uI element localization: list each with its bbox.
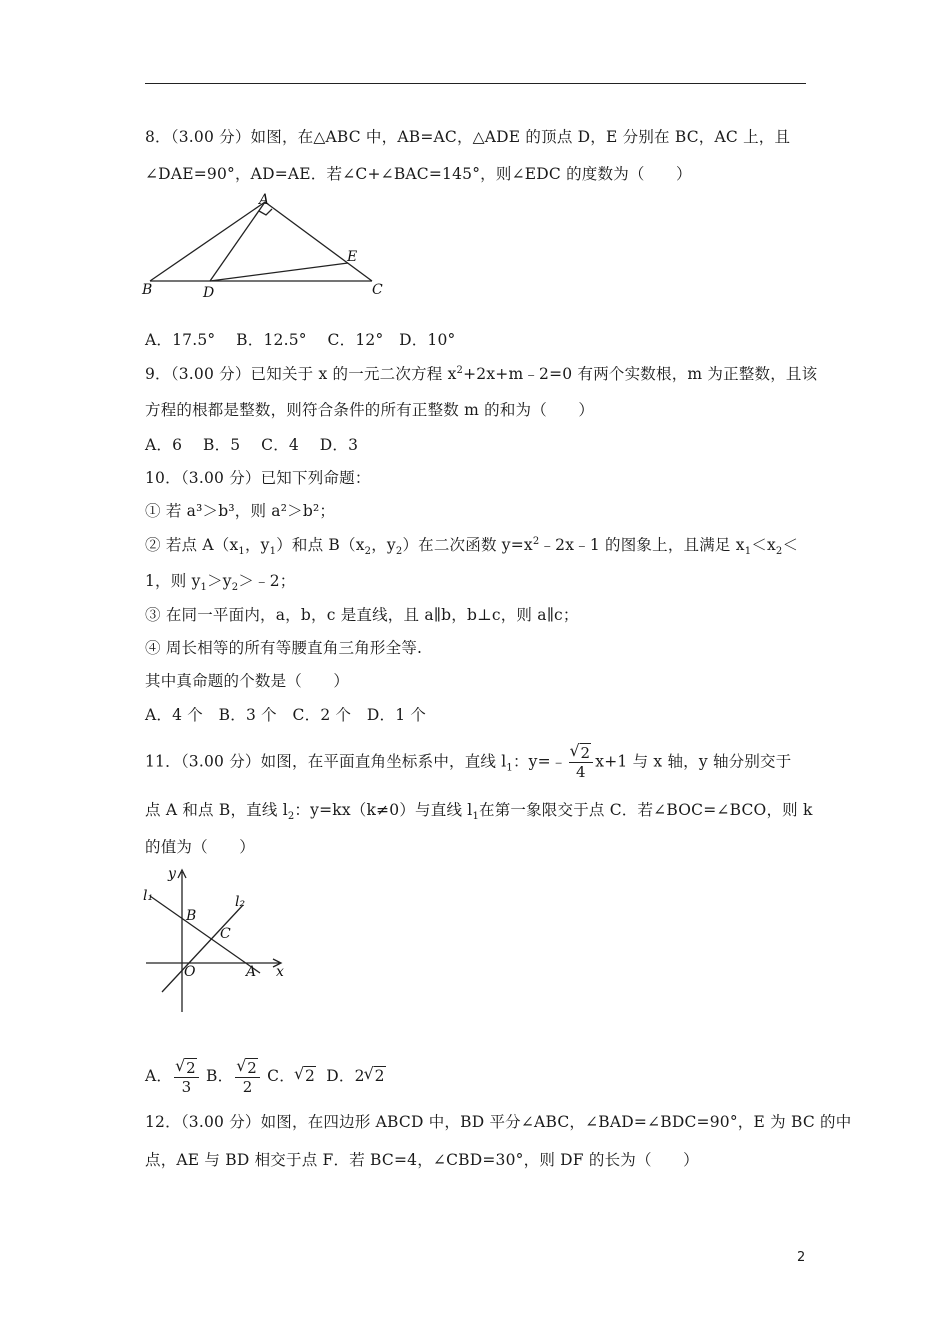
q11-options: A． √ $\frac{2}{3}$ B． √ $\frac{2}{2}$ C．√ 2 D．2√ 2 <box>145 1058 386 1096</box>
header-rule <box>145 83 806 84</box>
q10-proposition-1: ① 若 a³＞b³，则 a²＞b²； <box>145 502 336 520</box>
q8-label-A: A <box>259 192 270 208</box>
q10-question: 其中真命题的个数是（ ） <box>145 672 350 690</box>
q8-label-E: E <box>347 249 358 265</box>
q11-label-l2: l₂ <box>235 894 246 910</box>
q11-label-O: O <box>184 964 196 980</box>
q8-label-C: C <box>372 282 383 298</box>
q10-options: A．4 个 B．3 个 C．2 个 D．1 个 <box>145 706 427 724</box>
q11-label-C: C <box>220 926 231 942</box>
q11-label-l1: l₁ <box>143 888 154 904</box>
q11-line3: 的值为（ ） <box>145 838 255 856</box>
q10-line1: 10．（3.00 分）已知下列命题： <box>145 469 371 487</box>
q12-line2: 点，AE 与 BD 相交于点 F．若 BC=4，∠CBD=30°，则 DF 的长为（ ） <box>145 1151 699 1169</box>
q11-line2: 点 A 和点 B，直线 $l_2$：y=kx（k≠0）与直线 $l_1$在第一象限交于点 C．若∠BOC=∠BCO，则 k <box>145 801 813 823</box>
q10-proposition-3: ③ 在同一平面内，a，b，c 是直线，且 a∥b，b⊥c，则 a∥c； <box>145 606 579 624</box>
q8-label-D: D <box>203 285 215 301</box>
q8-options: A．17.5° B．12.5° C．12° D．10° <box>145 331 456 349</box>
q11-line1: 11．（3.00 分）如图，在平面直角坐标系中，直线 $l_1$：y=﹣ √ $\frac{2}{4}$ x+1 与 x 轴，y 轴分别交于 <box>145 744 791 781</box>
q8-triangle-figure <box>140 190 390 305</box>
q11-label-y: y <box>168 866 176 882</box>
q11-label-x: x <box>276 964 284 980</box>
q10-proposition-2-cont: 1，则 $y_1>y_2>﹣2$； <box>145 572 296 594</box>
q11-fraction: √ $\frac{2}{4}$ <box>569 744 594 781</box>
q8-label-B: B <box>142 282 153 298</box>
q11-label-B: B <box>186 908 197 924</box>
page-number: 2 <box>797 1250 806 1265</box>
q11-label-A: A <box>246 964 257 980</box>
q8-line2: ∠DAE=90°，AD=AE．若∠C+∠BAC=145°，则∠EDC 的度数为（ ） <box>145 165 692 183</box>
q8-line1: 8．（3.00 分）如图，在△ABC 中，AB=AC，△ADE 的顶点 D，E 分别在 BC，AC 上，且 <box>145 128 791 146</box>
q12-line1: 12．（3.00 分）如图，在四边形 ABCD 中，BD 平分∠ABC，∠BAD=∠BDC=90°，E 为 BC 的中 <box>145 1113 852 1131</box>
q9-line1: 9．（3.00 分）已知关于 x 的一元二次方程 $x^2+2x+m﹣2=0$ 有两个实数根，m 为正整数，且该 <box>145 364 818 383</box>
q9-options: A．6 B．5 C．4 D．3 <box>145 436 359 454</box>
q10-proposition-4: ④ 周长相等的所有等腰直角三角形全等. <box>145 639 423 657</box>
q11-coordinate-figure <box>140 862 295 1020</box>
q9-line2: 方程的根都是整数，则符合条件的所有正整数 m 的和为（ ） <box>145 401 595 419</box>
q10-proposition-2: ② 若点 $A(x_1$，$y_1$）和点 $B(x_2$，$y_2$）在二次函数 $y=x^2﹣2x﹣1$ 的图象上，且满足 $x_1<x_2<$ <box>145 535 799 558</box>
